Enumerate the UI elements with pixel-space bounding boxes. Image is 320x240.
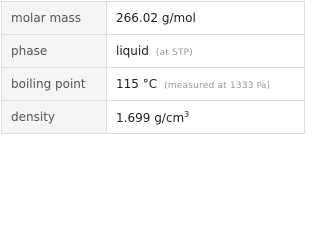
boiling-point-note-prefix: (measured at 1333: [164, 81, 254, 91]
table-row: [2, 2, 305, 35]
row-value: [107, 2, 305, 35]
boiling-point-unit: °C: [142, 77, 158, 91]
row-value: [107, 68, 305, 101]
boiling-point-note: [164, 81, 270, 91]
density-unit: g/cm: [154, 110, 185, 125]
row-label: molar mass: [2, 2, 107, 35]
molar-mass-unit: g/mol: [161, 11, 196, 25]
boiling-point-value: 115: [116, 77, 139, 91]
phase-value: liquid: [116, 44, 149, 58]
table-row: [2, 101, 305, 134]
density-value: 1.699: [116, 110, 151, 125]
row-label: phase: [2, 35, 107, 68]
table-row: [2, 68, 305, 101]
table-row: [2, 35, 305, 68]
boiling-point-note-suffix: ): [266, 81, 271, 91]
row-label: density: [2, 101, 107, 134]
boiling-point-note-unit: Pa: [256, 81, 267, 90]
density-unit-exponent: 3: [184, 109, 190, 119]
molar-mass-value: 266.02: [116, 11, 158, 25]
row-value: [107, 101, 305, 134]
phase-note: (at STP): [155, 48, 194, 58]
row-label: boiling point: [2, 68, 107, 101]
row-value: [107, 35, 305, 68]
properties-table: [1, 1, 305, 134]
